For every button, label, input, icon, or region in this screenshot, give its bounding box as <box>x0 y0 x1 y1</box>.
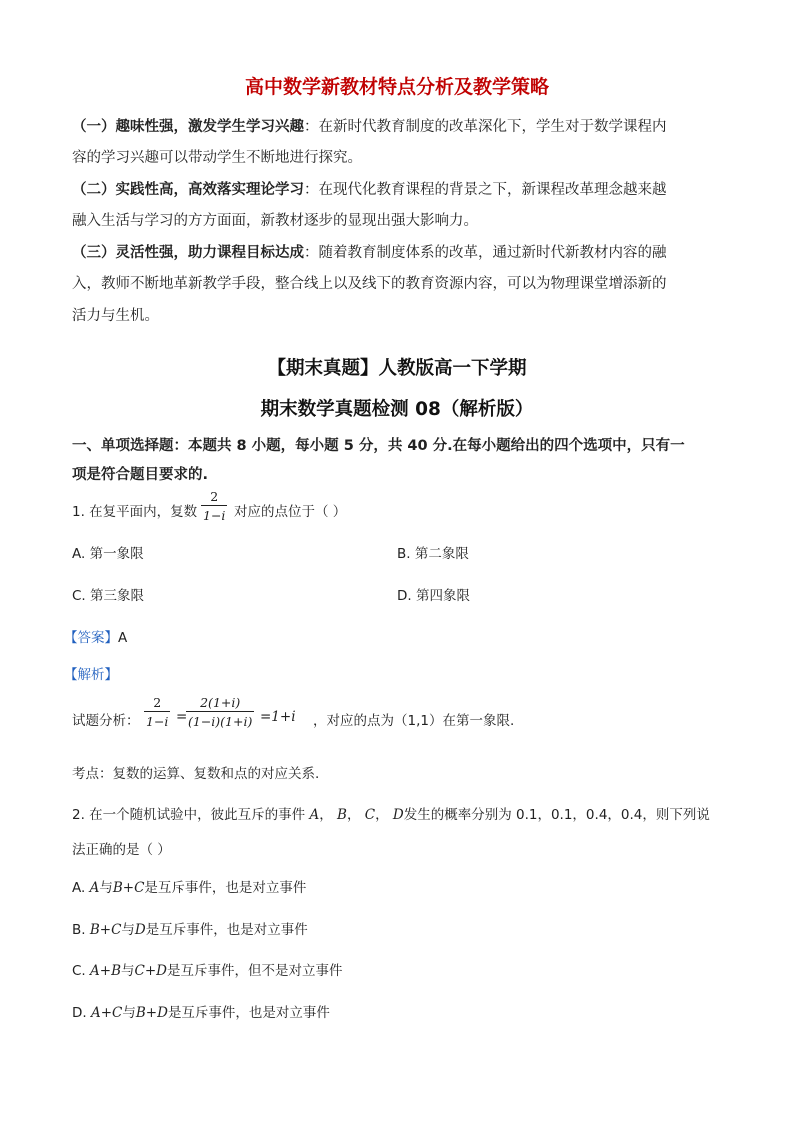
analysis-fraction-2-numerator: 2(1+i) <box>200 695 241 710</box>
exam-title-line-1: 【期末真题】人教版高一下学期 <box>267 358 527 379</box>
intro-paragraph-3-line-3: 活力与生机。 <box>72 308 159 324</box>
q1-answer <box>64 626 127 646</box>
option-connector: 与 <box>121 922 135 938</box>
option-connector: 与 <box>122 1005 136 1021</box>
option-label: B. <box>72 922 86 938</box>
answer-label: 【答案】 <box>64 630 118 646</box>
fraction-bar <box>186 711 254 712</box>
option-math-right: D <box>134 922 146 938</box>
answer-value: A <box>118 630 128 646</box>
intro-paragraph-2-text: ：在现代化教育课程的背景之下，新课程改革理念越来越 <box>304 182 667 198</box>
option-text: 是互斥事件，也是对立事件 <box>145 922 308 938</box>
q2-option-c <box>72 959 342 979</box>
option-connector: 与 <box>121 963 135 979</box>
q1-option-b: B. 第二象限 <box>397 546 469 562</box>
analysis-prefix: 试题分析： <box>72 713 140 729</box>
section-instructions-line-2: 项是符合题目要求的. <box>72 467 209 483</box>
intro-paragraph-2-line-2: 融入生活与学习的方方面面，新教材逐步的显现出强大影响力。 <box>72 213 478 229</box>
exam-title-line-2: 期末数学真题检测 08（解析版） <box>260 399 534 420</box>
q2-option-b <box>72 918 308 938</box>
q1-fraction-denominator: 1−i <box>203 508 226 523</box>
q2-stem-prefix: 2. 在一个随机试验中，彼此互斥的事件 <box>72 807 306 823</box>
option-text: 是互斥事件，但不是对立事件 <box>166 963 343 979</box>
option-math-right: B+C <box>112 880 145 896</box>
q1-stem-prefix: 1. 在复平面内，复数 <box>72 504 198 520</box>
option-math-left: A+C <box>90 1005 123 1021</box>
option-label: A. <box>72 880 86 896</box>
q1-option-c: C. 第三象限 <box>72 588 145 604</box>
q1-option-a: A. 第一象限 <box>72 546 144 562</box>
intro-paragraph-3-line-1 <box>72 243 667 263</box>
option-math-left: A+B <box>90 963 121 979</box>
q1-stem-suffix: 对应的点位于（ ） <box>234 504 347 520</box>
analysis-fraction-2 <box>186 695 254 729</box>
q2-option-d <box>72 1001 330 1021</box>
option-text: 是互斥事件，也是对立事件 <box>167 1005 330 1021</box>
intro-paragraph-3-lead: （三）灵活性强，助力课程目标达成 <box>72 245 304 261</box>
q2-stem-suffix: 发生的概率分别为 0.1，0.1，0.4，0.4，则下列说 <box>403 807 710 823</box>
option-math-left: A <box>89 880 100 896</box>
option-connector: 与 <box>99 880 113 896</box>
analysis-equals-1: = <box>176 709 188 725</box>
event-d: D <box>392 807 404 823</box>
analysis-fraction-2-denominator: (1−i)(1+i) <box>188 714 253 729</box>
q1-option-d: D. 第四象限 <box>397 588 470 604</box>
option-label: D. <box>72 1005 87 1021</box>
event-c: C <box>364 807 376 823</box>
analysis-fraction-1 <box>144 695 170 729</box>
intro-paragraph-1-text: ：在新时代教育制度的改革深化下，学生对于数学课程内 <box>304 119 667 135</box>
section-instructions-line-1: 一、单项选择题：本题共 8 小题，每小题 5 分，共 40 分.在每小题给出的四个选项中，只有一 <box>72 438 685 454</box>
analysis-result: =1+i <box>260 709 296 725</box>
analysis-suffix: ，对应的点为（1,1）在第一象限. <box>313 713 515 729</box>
article-title: 高中数学新教材特点分析及教学策略 <box>244 76 549 98</box>
intro-paragraph-1-line-2: 容的学习兴趣可以带动学生不断地进行探究。 <box>72 150 362 166</box>
intro-paragraph-2-lead: （二）实践性高，高效落实理论学习 <box>72 182 304 198</box>
option-label: C. <box>72 963 86 979</box>
q2-stem-line-1: 2. 在一个随机试验中，彼此互斥的事件 A， B， C， D发生的概率分别为 0.1，0.1，0.4，0.4，则下列说 <box>72 807 710 823</box>
option-text: 是互斥事件，也是对立事件 <box>144 880 307 896</box>
fraction-bar <box>144 711 170 712</box>
event-b: B <box>337 807 347 823</box>
event-a: A <box>309 807 320 823</box>
intro-paragraph-3-text: ：随着教育制度体系的改革，通过新时代新教材内容的融 <box>304 245 667 261</box>
q1-fraction-numerator: 2 <box>210 489 219 504</box>
fraction-bar <box>201 505 227 506</box>
q2-stem-line-2: 法正确的是（ ） <box>72 842 171 858</box>
q2-option-a <box>72 876 306 896</box>
analysis-fraction-1-denominator: 1−i <box>146 714 169 729</box>
intro-paragraph-2-line-1 <box>72 180 667 200</box>
intro-paragraph-3-line-2: 入，教师不断地革新教学手段，整合线上以及线下的教育资源内容，可以为物理课堂增添新的 <box>72 276 667 292</box>
option-math-right: C+D <box>134 963 167 979</box>
q1-fraction <box>201 489 227 523</box>
option-math-right: B+D <box>135 1005 168 1021</box>
intro-paragraph-1-line-1 <box>72 117 667 137</box>
analysis-label: 【解析】 <box>64 667 118 683</box>
intro-paragraph-1-lead: （一）趣味性强，激发学生学习兴趣 <box>72 119 304 135</box>
q1-kaodian: 考点：复数的运算、复数和点的对应关系. <box>72 766 320 782</box>
option-math-left: B+C <box>89 922 122 938</box>
analysis-fraction-1-numerator: 2 <box>153 695 162 710</box>
